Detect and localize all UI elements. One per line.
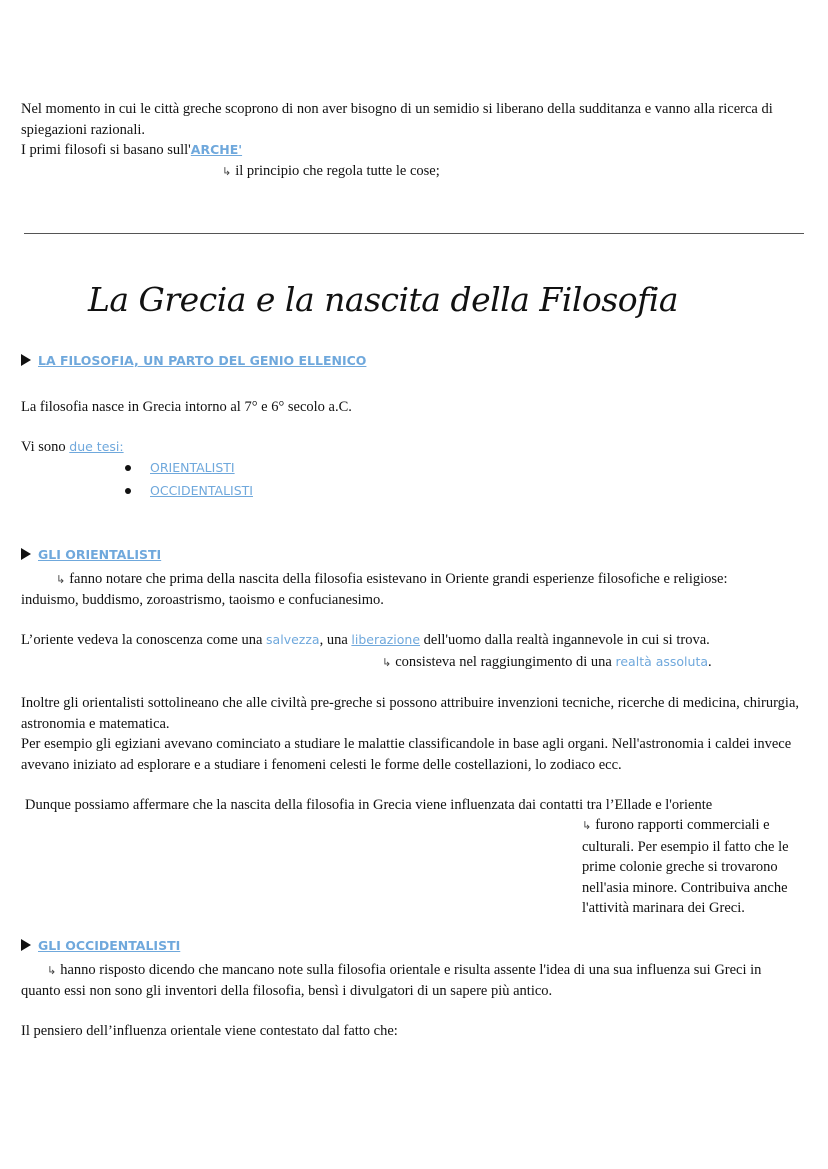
oriente-paragraph: L’oriente vedeva la conoscenza come una salvezza, una liberazione dell'uomo dalla realtà ingannevole in cui si trova. [21, 632, 710, 648]
intro-paragraph: Nel momento in cui le città greche scoprono di non aver bisogno di un semidio si liberano della sudditanza e vanno alla ricerca di spiegazioni razionali. [21, 101, 773, 138]
divider [24, 233, 804, 234]
inoltre-paragraph: Inoltre gli orientalisti sottolineano che alle civiltà pre-greche si possono attribuire invenzioni tecniche, ricerche di medicina, chirurgia, astronomia e matematica. [21, 695, 800, 732]
triangle-bullet-icon [21, 939, 31, 951]
triangle-bullet-icon [21, 548, 31, 560]
dunque-paragraph: Dunque possiamo affermare che la nascita della filosofia in Grecia viene influenzata dai contatti tra l’Ellade e l'oriente [25, 797, 713, 813]
occidentalisti-note-line1: ↳ hanno risposto dicendo che mancano note sulla filosofia orientale e risulta assente l'idea di una sua influenza sui Greci in [47, 962, 762, 978]
liberazione-link[interactable]: liberazione [351, 632, 421, 647]
section-heading-occidentalisti: GLI OCCIDENTALISTI [21, 936, 180, 957]
subarrow-icon: ↳ [582, 819, 592, 832]
arche-note: ↳ il principio che regola tutte le cose; [222, 163, 440, 179]
orientalisti-note-line2: induismo, buddismo, zoroastrismo, taoismo e confucianesimo. [21, 592, 384, 608]
oriente-subnote: ↳ consisteva nel raggiungimento di una realtà assoluta. [382, 654, 712, 670]
tesi-line: Vi sono due tesi: [21, 439, 124, 455]
section-heading-orientalisti: GLI ORIENTALISTI [21, 545, 161, 566]
subarrow-icon: ↳ [382, 656, 392, 669]
pensiero-paragraph: Il pensiero dell’influenza orientale viene contestato dal fatto che: [21, 1023, 398, 1039]
page-title: La Grecia e la nascita della Filosofia [87, 280, 679, 319]
salvezza-highlight: salvezza [266, 632, 320, 647]
egiziani-paragraph: Per esempio gli egiziani avevano cominciato a studiare le malattie classificandole in base agli organi. Nell'astronomia i caldei invece avevano iniziato ad esplorare e a studiare i fenomeni celesti le forme delle costellazioni, lo zodiaco ecc. [21, 736, 792, 773]
triangle-bullet-icon [21, 354, 31, 366]
section-heading-filosofia: LA FILOSOFIA, UN PARTO DEL GENIO ELLENICO [21, 351, 366, 372]
list-item-orientalisti: ORIENTALISTI [150, 460, 235, 475]
subarrow-icon: ↳ [56, 573, 66, 586]
due-tesi-link[interactable]: due tesi: [69, 439, 124, 454]
list-item-occidentalisti: OCCIDENTALISTI [150, 483, 253, 498]
realta-assoluta-highlight: realtà assoluta [615, 654, 709, 669]
section1-paragraph: La filosofia nasce in Grecia intorno al 7° e 6° secolo a.C. [21, 399, 352, 415]
orientalisti-note-line1: ↳ fanno notare che prima della nascita della filosofia esistevano in Oriente grandi esperienze filosofiche e religiose: [56, 571, 728, 587]
subarrow-icon: ↳ [222, 165, 232, 178]
arche-link[interactable]: ARCHE' [190, 142, 243, 157]
dunque-note: ↳ furono rapporti commerciali e culturali. Per esempio il fatto che le prime colonie greche si trovarono nell'asia minore. Contribuiva anche l'attività marinara dei Greci. [582, 817, 789, 916]
list-bullet [125, 488, 131, 494]
occidentalisti-note-line2: quanto essi non sono gli inventori della filosofia, bensì i divulgatori di un sapere più antico. [21, 983, 553, 999]
subarrow-icon: ↳ [47, 964, 57, 977]
list-bullet [125, 465, 131, 471]
intro-line-arche: I primi filosofi si basano sull'ARCHE' [21, 142, 243, 158]
